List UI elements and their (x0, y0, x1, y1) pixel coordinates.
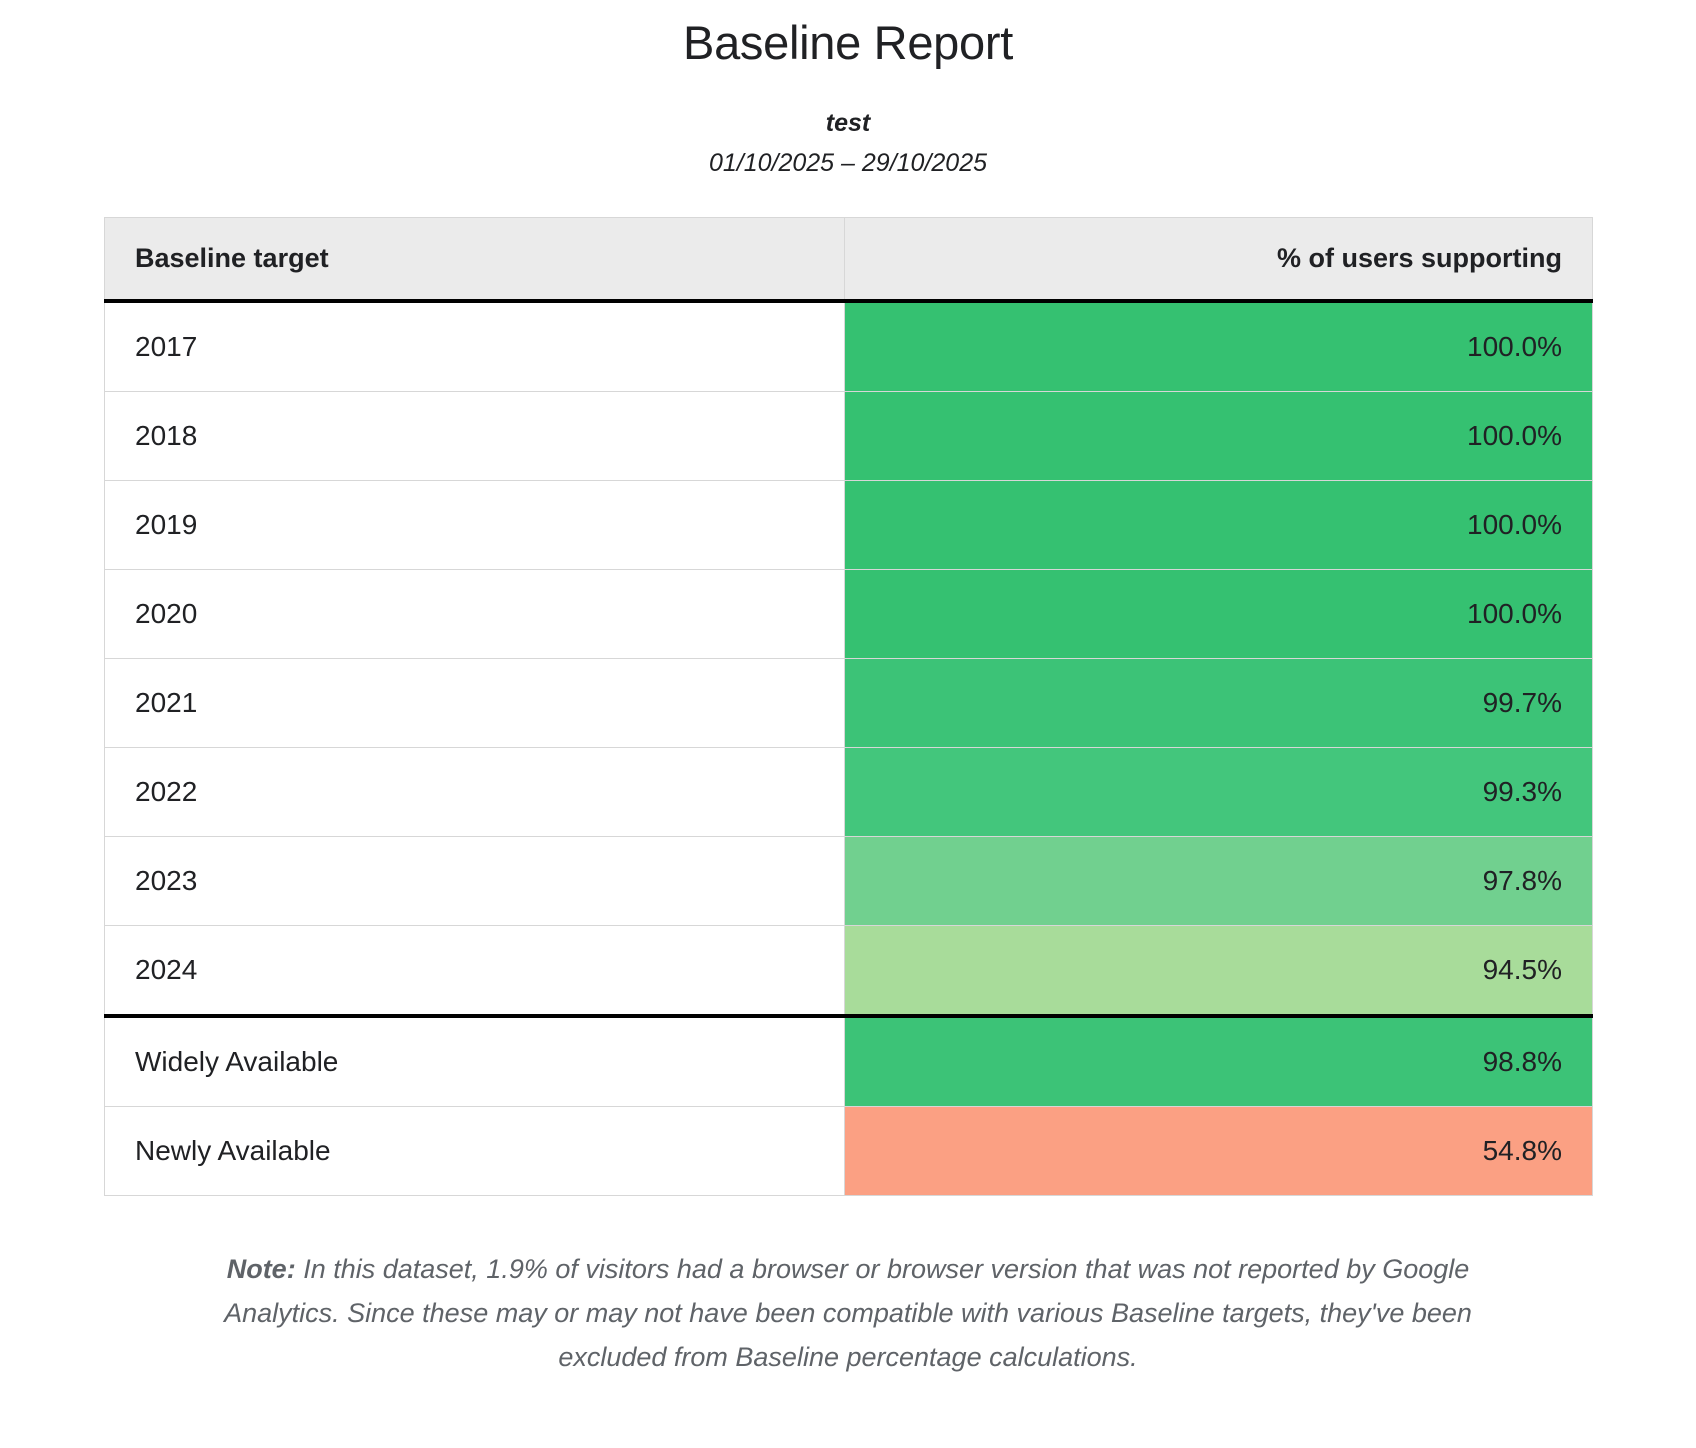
table-row (105, 926, 1593, 1017)
footnote-text: In this dataset, 1.9% of visitors had a browser or browser version that was not reported by Google Analytics. Since these may or may not have been compatible with various Baseline targets, they've been excluded from Baseline percentage calculations. (224, 1254, 1472, 1372)
table-head (105, 218, 1593, 302)
baseline-table (104, 217, 1593, 1196)
table-row (105, 1107, 1593, 1196)
row-label: Widely Available (105, 1016, 845, 1107)
table-row (105, 570, 1593, 659)
row-label: 2019 (105, 481, 845, 570)
row-label: 2020 (105, 570, 845, 659)
table-row (105, 837, 1593, 926)
row-label: 2023 (105, 837, 845, 926)
table-header-row (105, 218, 1593, 302)
row-label: 2021 (105, 659, 845, 748)
footnote-prefix: Note: (226, 1254, 296, 1285)
footnote (183, 1248, 1513, 1379)
row-percent: 54.8% (845, 1107, 1593, 1196)
table-row (105, 392, 1593, 481)
table-row (105, 659, 1593, 748)
table-row (105, 301, 1593, 392)
row-label: 2018 (105, 392, 845, 481)
page-title: Baseline Report (683, 16, 1013, 69)
row-percent: 97.8% (845, 837, 1593, 926)
row-label: Newly Available (105, 1107, 845, 1196)
date-range: 01/10/2025 – 29/10/2025 (708, 149, 988, 177)
row-percent: 100.0% (845, 481, 1593, 570)
row-label: 2024 (105, 926, 845, 1017)
row-percent: 100.0% (845, 570, 1593, 659)
row-percent: 100.0% (845, 392, 1593, 481)
row-percent: 94.5% (845, 926, 1593, 1017)
row-percent: 99.3% (845, 748, 1593, 837)
row-percent: 98.8% (845, 1016, 1593, 1107)
column-header-percent: % of users supporting (845, 218, 1593, 302)
table-row (105, 748, 1593, 837)
table-row (105, 481, 1593, 570)
table-row (105, 1016, 1593, 1107)
row-label: 2022 (105, 748, 845, 837)
row-percent: 100.0% (845, 301, 1593, 392)
baseline-table-wrapper (104, 217, 1592, 1196)
row-percent: 99.7% (845, 659, 1593, 748)
column-header-target: Baseline target (105, 218, 845, 302)
table-body (105, 301, 1593, 1196)
row-label: 2017 (105, 301, 845, 392)
report-subtitle (0, 105, 1696, 182)
property-name: test (825, 108, 871, 137)
